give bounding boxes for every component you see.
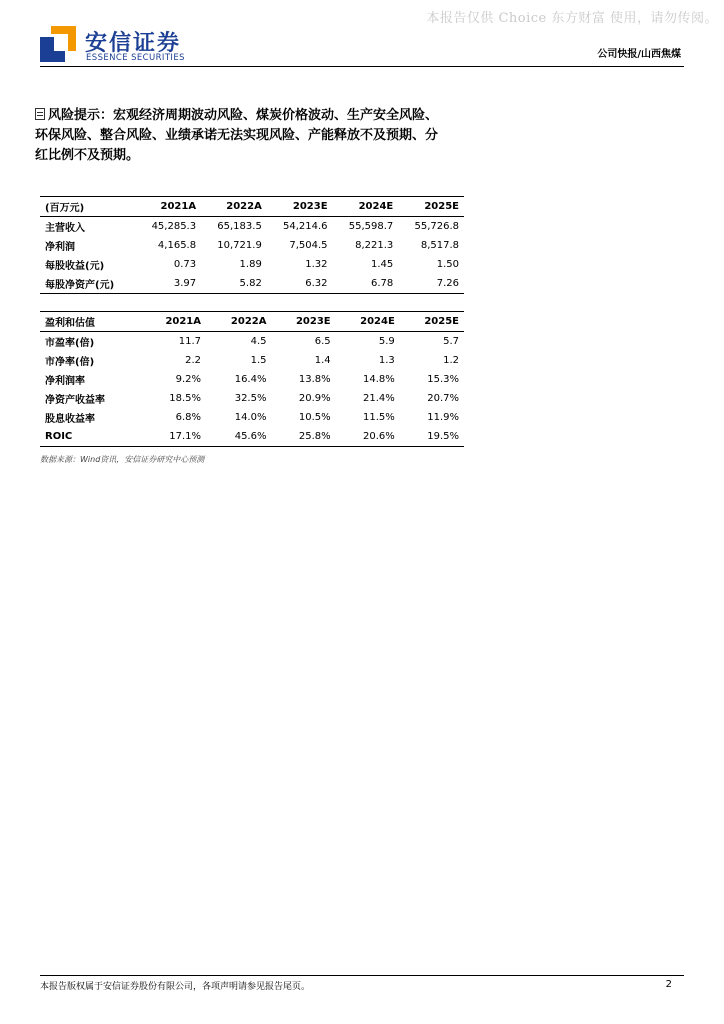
table-cell: 17.1%	[169, 431, 202, 442]
column-header: 2024E	[358, 201, 394, 212]
row-label: 主营收入	[45, 223, 85, 234]
table-cell: 5.9	[378, 336, 395, 347]
table-cell: 14.8%	[363, 374, 395, 385]
table-cell: 2.2	[185, 355, 202, 366]
column-header: 2022A	[230, 316, 267, 327]
table-cell: 7,504.5	[289, 240, 328, 251]
table-cell: 45.6%	[234, 431, 267, 442]
table-cell: 13.8%	[298, 374, 331, 385]
row-label: 净利润率	[45, 376, 85, 387]
table-cell: 4,165.8	[157, 240, 197, 251]
brand-name-en: ESSENCE SECURITIES	[86, 53, 185, 63]
table-row	[40, 370, 464, 389]
table-cell: 11.5%	[363, 412, 395, 423]
table-row	[40, 255, 464, 274]
table-cell: 15.3%	[427, 374, 459, 385]
column-header: 2025E	[424, 201, 459, 212]
essence-logo-icon	[40, 26, 76, 62]
table-cell: 32.5%	[234, 393, 267, 404]
table-row	[40, 236, 464, 255]
table-cell: 19.5%	[427, 431, 459, 442]
table-cell: 45,285.3	[151, 221, 197, 232]
table-header-row	[40, 312, 464, 332]
brand-name-cn: 安信证券	[85, 31, 182, 56]
table-row	[40, 389, 464, 408]
column-header: 2024E	[360, 316, 395, 327]
table-cell: 11.9%	[427, 412, 459, 423]
data-source-note: 数据来源：Wind资讯，安信证券研究中心预测	[40, 455, 205, 464]
valuation-table	[40, 311, 464, 447]
doc-type-label: 公司快报/山西焦煤	[597, 49, 681, 60]
table-cell: 65,183.5	[217, 221, 262, 232]
table-row	[40, 408, 464, 427]
table-cell: 1.3	[378, 355, 395, 366]
risk-text: 风险提示：宏观经济周期波动风险、煤炭价格波动、生产安全风险、环保风险、整合风险、业绩承诺无法实现风险、产能释放不及预期、分红比例不及预期。	[35, 108, 439, 163]
page-number: 2	[665, 979, 672, 990]
column-header: 2021A	[160, 201, 197, 212]
row-label: 市盈率(倍)	[45, 338, 95, 349]
footer-disclaimer: 本报告版权属于安信证券股份有限公司，各项声明请参见报告尾页。	[40, 982, 311, 992]
table-cell: 1.5	[250, 355, 267, 366]
table-cell: 55,726.8	[414, 221, 459, 232]
table-cell: 16.4%	[234, 374, 267, 385]
table-cell: 18.5%	[169, 393, 202, 404]
table-cell: 1.89	[239, 259, 262, 270]
table-cell: 0.73	[173, 259, 197, 270]
table-cell: 21.4%	[363, 393, 395, 404]
row-label: 每股净资产(元)	[45, 280, 115, 291]
column-header: 2025E	[424, 316, 459, 327]
table-cell: 20.9%	[298, 393, 331, 404]
table-row	[40, 427, 464, 447]
table-row	[40, 351, 464, 370]
table-cell: 55,598.7	[348, 221, 394, 232]
table-cell: 25.8%	[298, 431, 331, 442]
table-cell: 1.2	[443, 355, 459, 366]
financial-summary-table	[40, 196, 464, 294]
table-cell: 8,517.8	[420, 240, 459, 251]
table-cell: 6.5	[314, 336, 331, 347]
row-label: 净利润	[45, 242, 75, 253]
table-cell: 11.7	[178, 336, 202, 347]
table-cell: 20.7%	[427, 393, 459, 404]
table-cell: 1.50	[436, 259, 459, 270]
table-cell: 3.97	[173, 278, 197, 289]
table-cell: 5.82	[239, 278, 262, 289]
table-cell: 7.26	[436, 278, 459, 289]
table-cell: 14.0%	[234, 412, 267, 423]
row-label: ROIC	[45, 431, 73, 442]
table-header-row	[40, 197, 464, 217]
table-cell: 1.4	[314, 355, 331, 366]
row-label: 净资产收益率	[45, 395, 105, 406]
table-row	[40, 217, 464, 237]
table-cell: 10,721.9	[217, 240, 262, 251]
table-cell: 1.32	[305, 259, 328, 270]
column-header: (百万元)	[45, 203, 85, 214]
table-cell: 6.78	[370, 278, 394, 289]
row-label: 股息收益率	[45, 414, 95, 425]
column-header: 盈利和估值	[45, 318, 95, 329]
table-cell: 6.32	[305, 278, 328, 289]
table-cell: 4.5	[250, 336, 267, 347]
table-cell: 1.45	[370, 259, 394, 270]
risk-warning	[35, 106, 450, 166]
header-divider	[40, 66, 684, 67]
table-cell: 8,221.3	[355, 240, 394, 251]
column-header: 2023E	[295, 316, 331, 327]
document-icon	[35, 108, 45, 120]
table-cell: 54,214.6	[283, 221, 328, 232]
footer-divider	[40, 975, 684, 976]
table-cell: 5.7	[443, 336, 459, 347]
table-cell: 10.5%	[298, 412, 331, 423]
table-cell: 9.2%	[175, 374, 202, 385]
column-header: 2023E	[292, 201, 328, 212]
row-label: 市净率(倍)	[45, 357, 95, 368]
column-header: 2022A	[226, 201, 262, 212]
watermark: 本报告仅供 Choice 东方财富 使用，请勿传阅。	[426, 11, 718, 26]
table-row	[40, 332, 464, 352]
table-cell: 20.6%	[363, 431, 395, 442]
table-row	[40, 274, 464, 294]
column-header: 2021A	[165, 316, 202, 327]
row-label: 每股收益(元)	[45, 261, 105, 272]
table-cell: 6.8%	[175, 412, 202, 423]
